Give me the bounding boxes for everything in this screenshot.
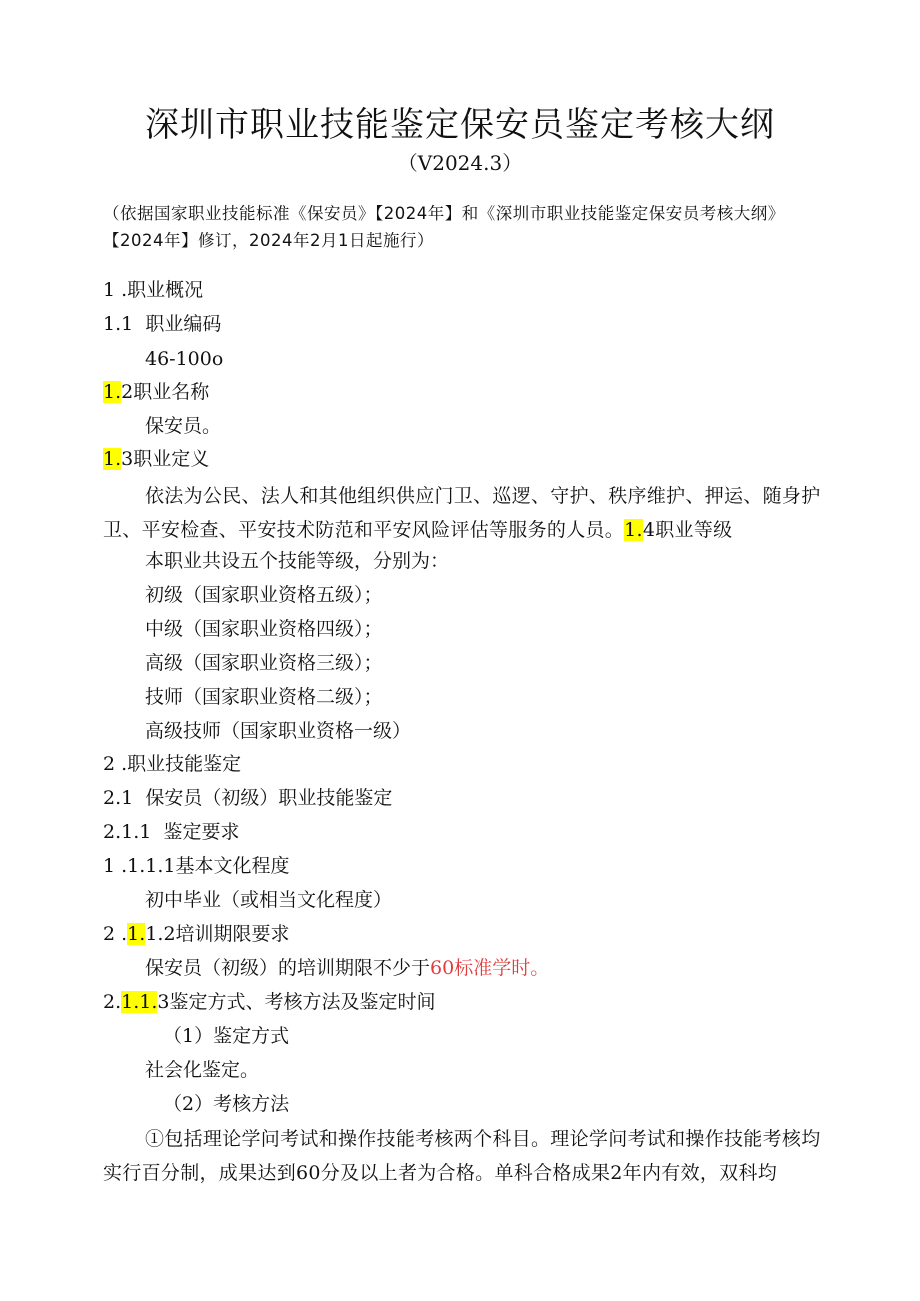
- section-title: 鉴定要求: [163, 821, 240, 843]
- section-title: 职业定义: [133, 448, 210, 470]
- section-title: 培训期限要求: [175, 923, 290, 945]
- section-2-1-heading: [103, 784, 392, 812]
- level-item: 高级技师（国家职业资格一级）: [145, 720, 412, 742]
- section-number-rest: 4: [642, 519, 656, 541]
- section-number: 1.1: [103, 313, 134, 335]
- occupation-name: 保安员。: [145, 415, 222, 437]
- exam-method-label: （2）考核方法: [163, 1093, 290, 1115]
- section-number: 2 .: [103, 923, 128, 945]
- highlighted-number: 1.: [127, 923, 146, 945]
- document-version: （V2024.3）: [397, 151, 523, 175]
- occupation-code: 46-100o: [145, 348, 224, 370]
- document-basis-note: （依据国家职业技能标准《保安员》【2024年】和《深圳市职业技能鉴定保安员考核大纲》【2024年】修订，2024年2月1日起施行）: [103, 204, 785, 250]
- section-number: 1: [103, 855, 116, 877]
- highlighted-number: 1.1.: [121, 991, 158, 1013]
- section-education-heading: [103, 852, 290, 880]
- education-requirement: 初中毕业（或相当文化程度）: [145, 889, 393, 911]
- training-requirement: [145, 954, 549, 982]
- highlighted-number: 1.: [103, 381, 122, 403]
- section-number-rest: 3: [157, 991, 170, 1013]
- training-hours: 60标准学时。: [430, 957, 550, 979]
- level-item: 中级（国家职业资格四级）；: [145, 618, 383, 640]
- section-2-1-1-heading: [103, 818, 239, 846]
- section-training-heading: [103, 920, 290, 948]
- section-number: 2: [103, 753, 116, 775]
- appraisal-method-value: 社会化鉴定。: [145, 1059, 260, 1081]
- section-number: 2.: [103, 991, 122, 1013]
- section-number: 1: [103, 279, 116, 301]
- section-1-1-heading: [103, 310, 221, 338]
- section-1-4-title: 职业等级: [655, 519, 733, 541]
- occupation-definition-paragraph: [103, 479, 828, 547]
- section-title: .职业技能鉴定: [121, 753, 242, 775]
- section-method-heading: [103, 988, 436, 1016]
- section-title: 鉴定方式、考核方法及鉴定时间: [169, 991, 436, 1013]
- highlighted-number: 1.: [103, 448, 122, 470]
- levels-intro: 本职业共设五个技能等级，分别为：: [145, 550, 450, 572]
- appraisal-method-label: （1）鉴定方式: [163, 1025, 290, 1047]
- section-title: 职业编码: [145, 313, 222, 335]
- section-title: 保安员（初级）职业技能鉴定: [145, 787, 393, 809]
- section-1-3-heading: [103, 445, 209, 473]
- section-title: .1.1.1基本文化程度: [121, 855, 290, 877]
- occupation-definition: 依法为公民、法人和其他组织供应门卫、巡逻、守护、秩序维护、押运、随身护卫、平安检查、平安技术防范和平安风险评估等服务的人员。: [103, 485, 821, 541]
- section-number: 2.1: [103, 787, 134, 809]
- level-item: 技师（国家职业资格二级）；: [145, 686, 383, 708]
- highlighted-number: 1.: [624, 519, 643, 541]
- section-2-heading: [103, 750, 241, 778]
- exam-method-paragraph: ①包括理论学问考试和操作技能考核两个科目。理论学问考试和操作技能考核均实行百分制，成果达到60分及以上者为合格。单科合格成果2年内有效，双科均: [103, 1128, 821, 1184]
- section-number-rest: 1.2: [145, 923, 176, 945]
- section-number-rest: 2: [121, 381, 134, 403]
- level-item: 高级（国家职业资格三级）；: [145, 652, 383, 674]
- training-text: 保安员（初级）的培训期限不少于: [145, 957, 431, 979]
- section-title: .职业概况: [121, 279, 204, 301]
- section-number: 2.1.1: [103, 821, 152, 843]
- document-title: 深圳市职业技能鉴定保安员鉴定考核大纲: [145, 105, 775, 145]
- section-1-2-heading: [103, 378, 209, 406]
- section-1-heading: [103, 276, 203, 304]
- section-number-rest: 3: [121, 448, 134, 470]
- level-item: 初级（国家职业资格五级）；: [145, 584, 383, 606]
- section-title: 职业名称: [133, 381, 210, 403]
